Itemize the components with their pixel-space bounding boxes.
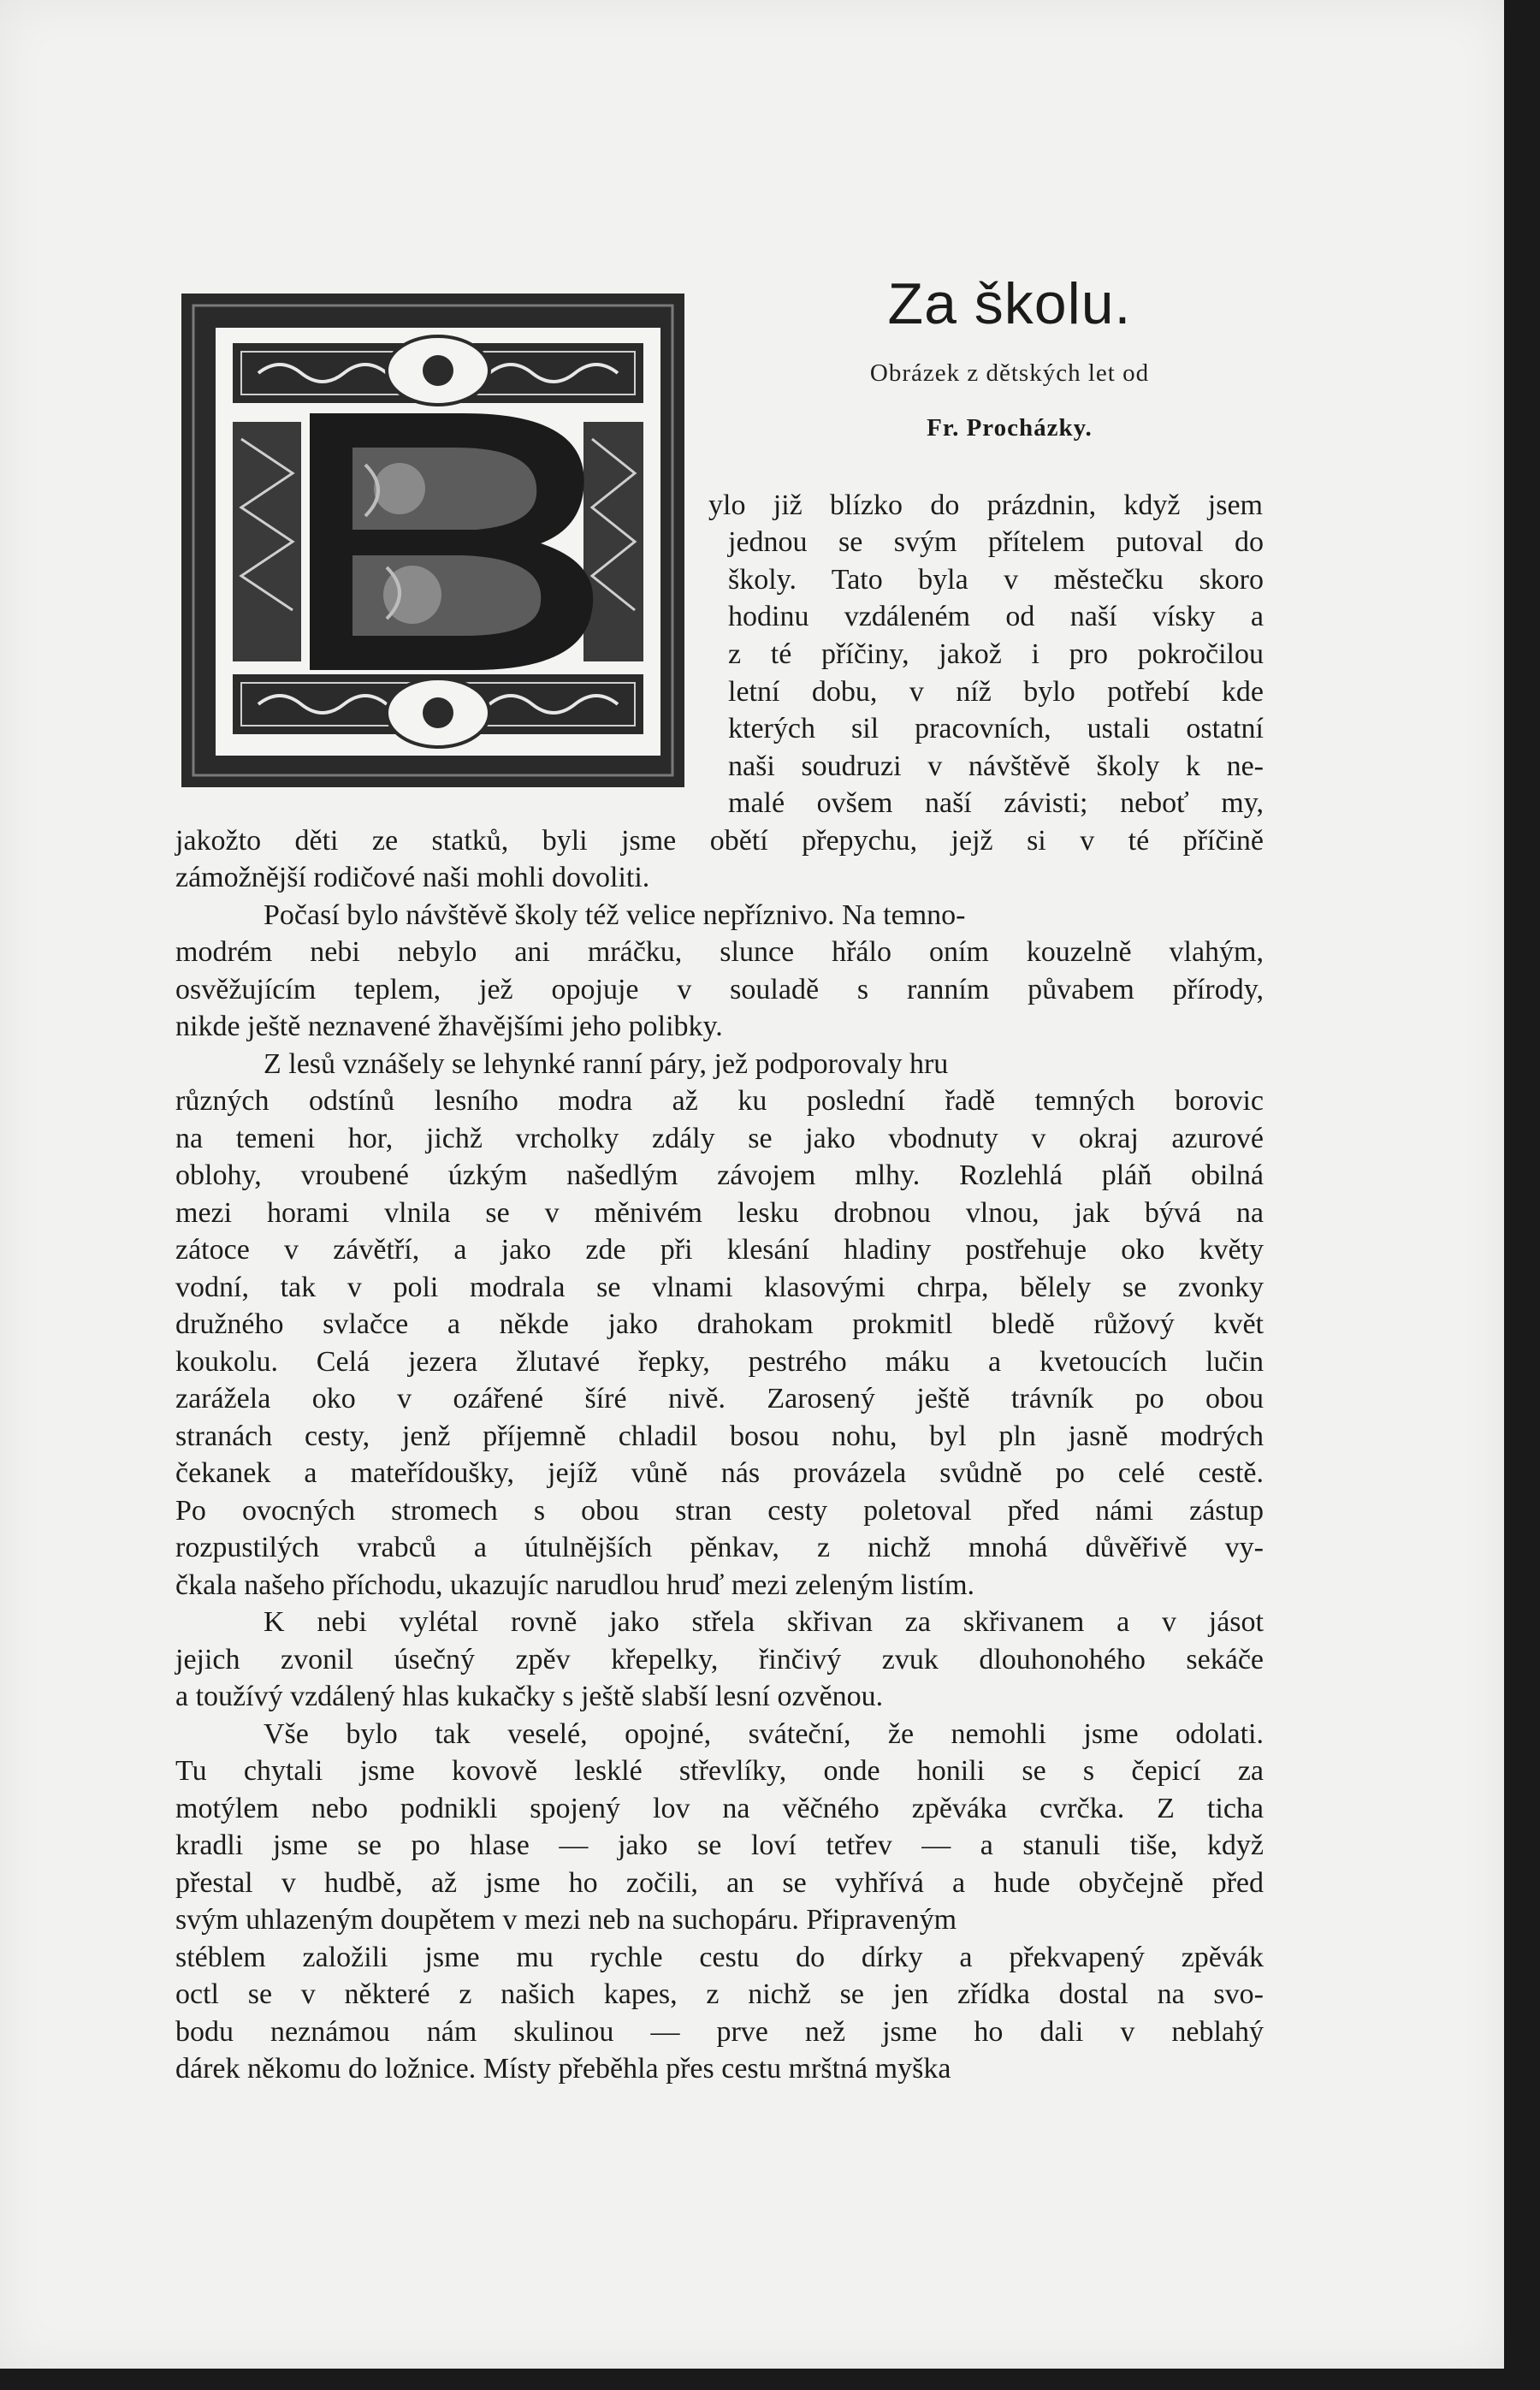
- text-line: jednou se svým přítelem putoval do: [728, 526, 1264, 558]
- text-line: svým uhlazeným doupětem v mezi neb na suchopáru. Připraveným: [175, 1904, 957, 1936]
- text-line: letní dobu, v níž bylo potřebí kde: [728, 676, 1264, 708]
- text-line: osvěžujícím teplem, jež opojuje v souladě s ranním půvabem přírody,: [175, 974, 1264, 1005]
- text-line: a toužívý vzdálený hlas kukačky s ještě slabší lesní ozvěnou.: [175, 1681, 884, 1712]
- text-line: Vše bylo tak veselé, opojné, sváteční, že nemohli jsme odolati.: [264, 1718, 1264, 1750]
- text-line: z té příčiny, jakož i pro pokročilou: [728, 638, 1264, 670]
- text-line: zarážela oko v ozářené šíré nivě. Zarosený ještě trávník po obou: [175, 1383, 1264, 1414]
- text-line: modrém nebi nebylo ani mráčku, slunce hřálo oním kouzelně vlahým,: [175, 936, 1264, 968]
- text-line: oblohy, vroubené úzkým našedlým závojem mlhy. Rozlehlá pláň obilná: [175, 1159, 1264, 1191]
- text-line: stéblem založili jsme mu rychle cestu do dírky a překvapený zpěvák: [175, 1942, 1264, 1973]
- text-line: družného svlačce a někde jako drahokam prokmitl bledě růžový květ: [175, 1308, 1264, 1340]
- text-line: bodu neznámou nám skulinou — prve než jsme ho dali v neblahý: [175, 2016, 1264, 2048]
- article-author: Fr. Procházky.: [927, 414, 1093, 442]
- text-line: rozpustilých vrabců a útulnějších pěnkav, z nichž mnohá důvěřivě vy-: [175, 1532, 1264, 1563]
- text-line: jakožto děti ze statků, byli jsme obětí přepychu, jejž si v té příčině: [175, 825, 1264, 857]
- text-line: čekanek a mateřídoušky, jejíž vůně nás provázela svůdně po celé cestě.: [175, 1457, 1264, 1489]
- article-subtitle: Obrázek z dětských let od: [869, 359, 1150, 387]
- text-line: ylo již blízko do prázdnin, když jsem: [708, 489, 1263, 521]
- text-line: motýlem nebo podnikli spojený lov na věčného zpěváka cvrčka. Z ticha: [175, 1793, 1264, 1824]
- text-line: mezi horami vlnila se v měnivém lesku drobnou vlnou, jak bývá na: [175, 1197, 1264, 1229]
- text-line: školy. Tato byla v městečku skoro: [728, 564, 1264, 596]
- text-line: K nebi vylétal rovně jako střela skřivan za skřivanem a v jásot: [264, 1606, 1264, 1638]
- text-line: octl se v některé z našich kapes, z nichž se jen zřídka dostal na svo-: [175, 1978, 1264, 2010]
- text-line: kterých sil pracovních, ustali ostatní: [728, 713, 1264, 744]
- text-line: koukolu. Celá jezera žlutavé řepky, pestrého máku a kvetoucích lučin: [175, 1346, 1264, 1378]
- text-line: Po ovocných stromech s obou stran cesty poletoval před námi zástup: [175, 1495, 1264, 1527]
- text-line: nikde ještě neznavené žhavějšími jeho polibky.: [175, 1011, 723, 1042]
- text-line: malé ovšem naší závisti; neboť my,: [728, 787, 1264, 819]
- text-line: na temeni hor, jichž vrcholky zdály se jako vbodnuty v okraj azurové: [175, 1123, 1264, 1154]
- text-line: Počasí bylo návštěvě školy též velice nepříznivo. Na temno-: [264, 899, 966, 931]
- text-line: vodní, tak v poli modrala se vlnami klasovými chrpa, bělely se zvonky: [175, 1272, 1264, 1303]
- text-line: jejich zvonil úsečný zpěv křepelky, řinčivý zvuk dlouhonohého sekáče: [175, 1644, 1264, 1675]
- text-line: Z lesů vznášely se lehynké ranní páry, jež podporovaly hru: [264, 1048, 949, 1080]
- text-line: Tu chytali jsme kovově lesklé střevlíky, onde honili se s čepicí za: [175, 1755, 1264, 1787]
- article-title: Za školu.: [887, 271, 1132, 336]
- text-line: naši soudruzi v návštěvě školy k ne-: [728, 750, 1264, 782]
- text-line: čkala našeho příchodu, ukazujíc narudlou hruď mezi zeleným listím.: [175, 1569, 975, 1601]
- text-line: kradli jsme se po hlase — jako se loví tetřev — a stanuli tiše, když: [175, 1830, 1264, 1861]
- svg-text:B: B: [438, 567, 439, 568]
- text-line: dárek někomu do ložnice. Místy přeběhla přes cestu mrštná myška: [175, 2053, 951, 2085]
- text-line: hodinu vzdáleném od naší vísky a: [728, 601, 1264, 632]
- text-line: různých odstínů lesního modra až ku poslední řadě temných borovic: [175, 1085, 1264, 1117]
- text-line: zámožnější rodičové naši mohli dovoliti.: [175, 862, 650, 893]
- text-line: přestal v hudbě, až jsme ho zočili, an se vyhřívá a hude obyčejně před: [175, 1867, 1264, 1899]
- text-line: zátoce v závětří, a jako zde při klesání hladiny postřehuje oko květy: [175, 1234, 1264, 1266]
- text-line: stranách cesty, jenž příjemně chladil bosou nohu, byl pln jasně modrých: [175, 1420, 1264, 1452]
